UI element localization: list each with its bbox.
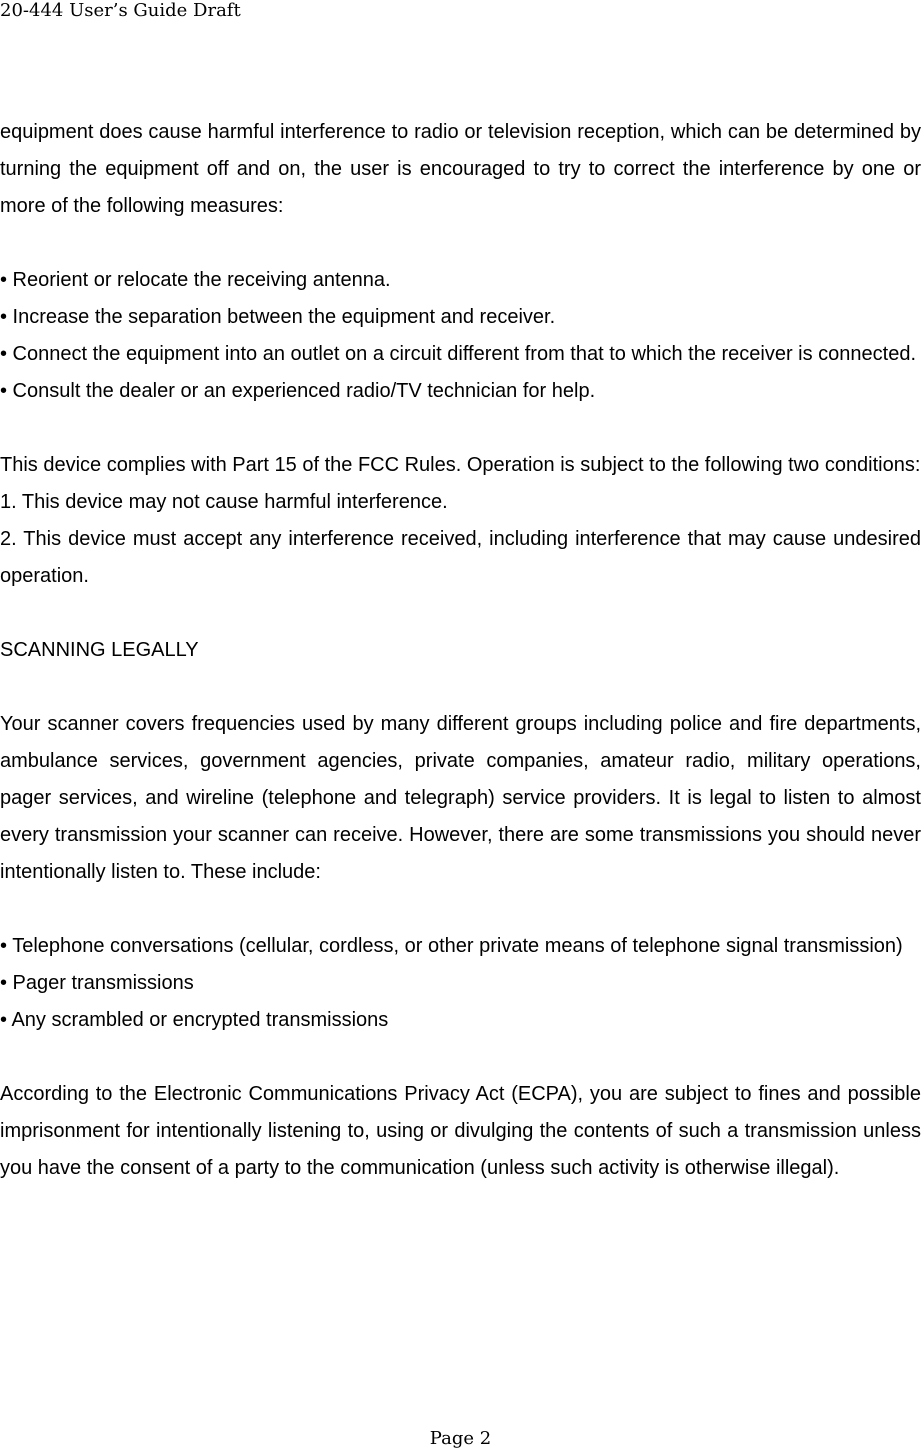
prohibited-item: • Any scrambled or encrypted transmissions — [0, 1009, 389, 1031]
spacer — [0, 225, 921, 262]
prohibited-item: • Telephone conversations (cellular, cordless, or other private means of telephone signal transmission) — [0, 935, 903, 957]
document-body — [0, 114, 921, 1187]
condition-item: 2. This device must accept any interference received, including interference that may cause undesired operation. — [0, 528, 921, 587]
scanning-paragraph: Your scanner covers frequencies used by many different groups including police and fire departments, ambulance services, government agencies, private companies, amateur radio, military operations, pager services, and wireline (telephone and telegraph) service providers. It is legal to listen to almost every transmission your scanner can receive. However, there are some transmissions you should never intentionally listen to. These include: — [0, 713, 921, 883]
spacer — [0, 891, 921, 928]
measure-item: • Reorient or relocate the receiving antenna. — [0, 269, 391, 291]
section-heading: SCANNING LEGALLY — [0, 639, 199, 661]
spacer — [0, 410, 921, 447]
spacer — [0, 669, 921, 706]
measure-item: • Consult the dealer or an experienced radio/TV technician for help. — [0, 380, 596, 402]
measure-item: • Connect the equipment into an outlet on a circuit different from that to which the receiver is connected. — [0, 343, 917, 365]
intro-paragraph: equipment does cause harmful interference to radio or television reception, which can be determined by turning the equipment off and on, the user is encouraged to try to correct the interference by one or more of the following measures: — [0, 121, 921, 217]
spacer — [0, 595, 921, 632]
ecpa-paragraph: According to the Electronic Communications Privacy Act (ECPA), you are subject to fines and possible imprisonment for intentionally listening to, using or divulging the contents of such a transmission unless you have the consent of a party to the communication (unless such activity is otherwise illegal). — [0, 1083, 921, 1179]
measure-item: • Increase the separation between the equipment and receiver. — [0, 306, 556, 328]
spacer — [0, 1039, 921, 1076]
condition-item: 1. This device may not cause harmful interference. — [0, 491, 448, 513]
prohibited-item: • Pager transmissions — [0, 972, 194, 994]
page-number: Page 2 — [429, 1428, 492, 1449]
document-header: 20-444 User’s Guide Draft — [0, 0, 241, 21]
fcc-statement: This device complies with Part 15 of the FCC Rules. Operation is subject to the following two conditions: — [0, 454, 921, 476]
